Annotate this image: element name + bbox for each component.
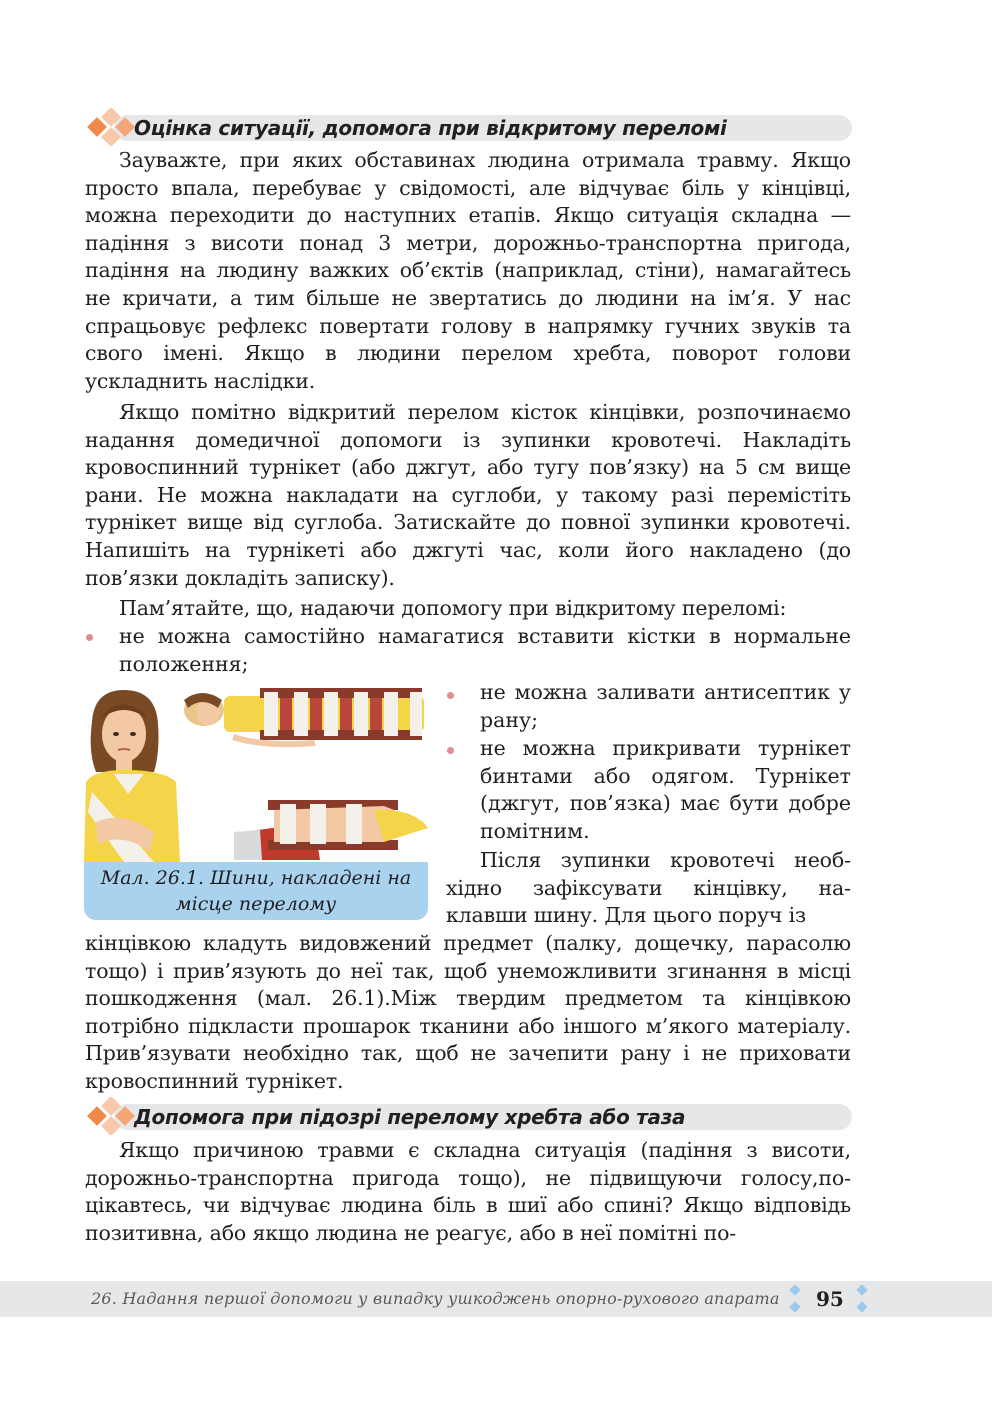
diamond-ornament-icon bbox=[84, 1097, 138, 1135]
page-number: 95 bbox=[816, 1287, 844, 1311]
paragraph-remember: Пам’ятайте, що, надаючи допомогу при відкритому переломі: bbox=[119, 596, 787, 620]
paragraph-tourniquet: Якщо помітно відкритий перелом кісток кінцівки, розпочинаємо надання домедичної допомоги із зупинки кровотечі. Накладіть кровоспинний турнікет (або джгут, або тугу пов’язку) на 5 см вище рани. Не можна накладати на суглоби, у такому разі перемістіть турнікет вище від суглоба. Затискайте до повної зупинки кровотечі. Напишіть на турнікеті або джгуті час, коли його накладено (до пов’язки докладіть записку). bbox=[85, 400, 851, 590]
section-heading-spine-pelvis bbox=[84, 1101, 852, 1131]
bullet-item: не можна прикривати турнікет бинтами або одягом. Турнікет (джгут, пов’язка) має бути добре помітним. bbox=[480, 736, 851, 843]
girl-with-sling-image bbox=[84, 690, 180, 862]
paragraph-assessment: Зауважте, при яких обставинах людина отримала травму. Якщо просто впала, перебуває у свідомості, але відчуває біль у кінцівці, можна переходити до наступних етапів. Якщо ситуація складна — падіння з висоти понад 3 метри, дорожньо-транспортна пригода, падіння на людину важких об’єктів (наприклад, стіни), намагайтесь не кричати, а тим більше не звертатись до людини на ім’я. У нас спрацьовує рефлекс повертати голову в напрямку гучних звуків та свого імені. Якщо в людини перелом хребта, поворот голови ускладнить наслідки. bbox=[85, 148, 851, 393]
bullet-dot bbox=[447, 692, 454, 699]
splint-illustration bbox=[84, 682, 429, 862]
footer-chapter-title: 26. Надання першої допомоги у випадку ушкоджень опорно-рухового апарата bbox=[91, 1289, 780, 1308]
diamond-right-icon bbox=[854, 1285, 870, 1313]
section-title: Оцінка ситуації, допомога при відкритому переломі bbox=[134, 116, 727, 140]
page-footer bbox=[0, 1281, 992, 1317]
figure-caption: Мал. 26.1. Шини, накладені на місце перелому bbox=[100, 867, 412, 915]
paragraph-spine: Якщо причиною травми є складна ситуація (падіння з висоти, дорожньо-транспортна пригода тощо), не підвищуючи голосу,поцікавтесь, чи відчуває людина біль в шиї або спині? Якщо відповідь позитивна, або якщо людина не реагує, або в неї помітні по- bbox=[85, 1138, 851, 1245]
bullet-dot bbox=[447, 747, 454, 754]
diamond-ornament-icon bbox=[84, 108, 138, 146]
section-heading-open-fracture bbox=[84, 112, 852, 142]
figure-caption-box bbox=[84, 862, 428, 920]
paragraph-splint-method: кінцівкою кладуть видовжений предмет (палку, дощечку, парасолю тощо) і прив’язують до неї так, щоб унеможливити згинання в місці пошкодження (мал. 26.1).Між твердим предметом та кінцівкою потрібно підкласти прошарок тканини або іншого м’якого матеріалу. Прив’язувати необхідно так, щоб не зачепити рану і не приховати кровоспинний турнікет. bbox=[85, 931, 851, 1093]
body-splint-image bbox=[184, 688, 424, 747]
bullet-item: не можна самостійно намагатися вставити кістки в нормальне положення; bbox=[119, 624, 851, 676]
diamond-left-icon bbox=[788, 1285, 804, 1313]
leg-splint-image bbox=[234, 800, 428, 860]
paragraph-splint-intro: Після зупинки кровотечі необхідно зафіксувати кінцівку, наклавши шину. Для цього поруч із bbox=[446, 848, 851, 928]
bullet-item: не можна заливати антисептик у рану; bbox=[480, 680, 851, 732]
section-title: Допомога при підозрі перелому хребта або таза bbox=[134, 1105, 686, 1129]
bullet-dot bbox=[86, 634, 93, 641]
